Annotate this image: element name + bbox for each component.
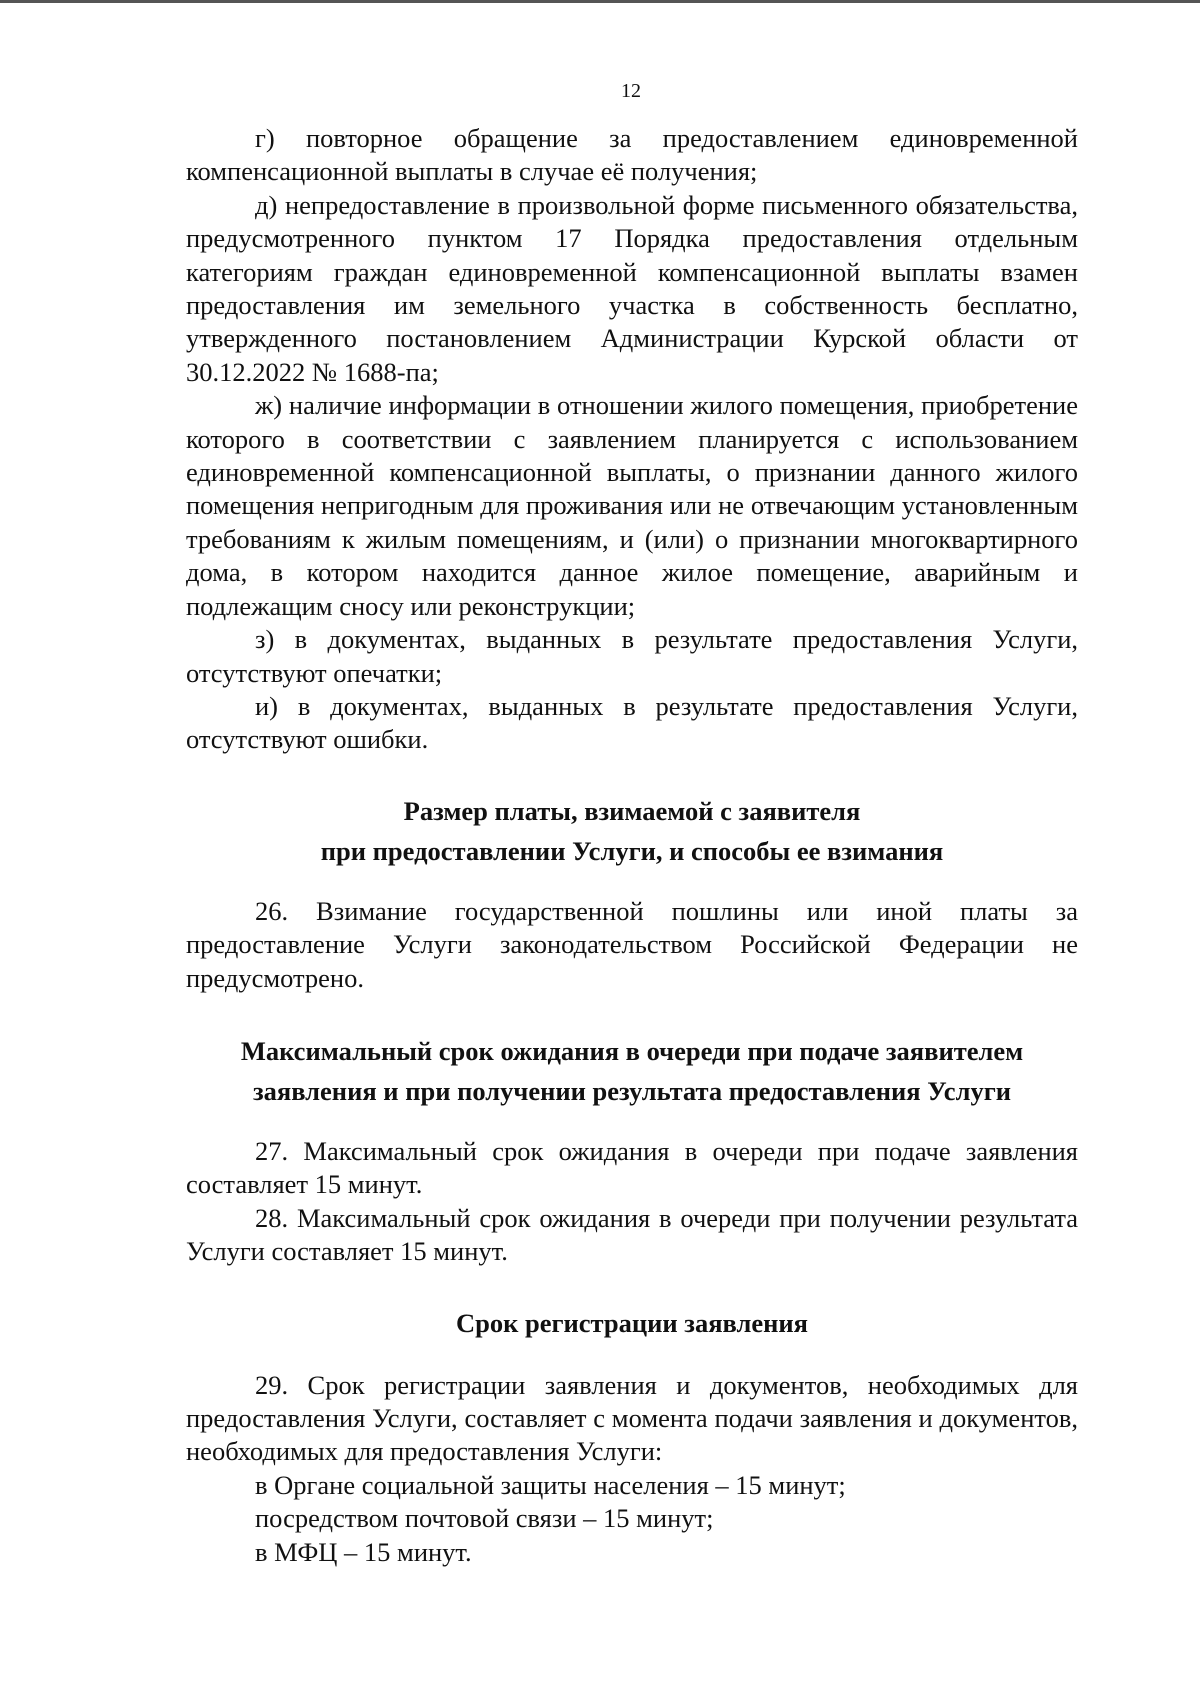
spacer [186, 871, 1078, 895]
spacer [186, 757, 1078, 791]
spacer [186, 995, 1078, 1031]
paragraph-29: 29. Срок регистрации заявления и документов, необходимых для предоставления Услуги, составляет с момента подачи заявления и документов, необходимых для предоставления Услуги: [186, 1369, 1078, 1467]
paragraph-26: 26. Взимание государственной пошлины или иной платы за предоставление Услуги законодательством Российской Федерации не предусмотрено. [186, 895, 1078, 993]
section-heading-registration: Срок регистрации заявления [455, 1307, 809, 1338]
paragraph-28: 28. Максимальный срок ожидания в очереди при получении результата Услуги составляет 15 минут. [186, 1202, 1078, 1267]
spacer [186, 1111, 1078, 1135]
document-body [186, 122, 1078, 1569]
spacer [186, 1269, 1078, 1303]
paragraph-z: з) в документах, выданных в результате предоставления Услуги, отсутствуют опечатки; [186, 624, 1078, 688]
registration-item-post: посредством почтовой связи – 15 минут; [255, 1503, 714, 1534]
scan-top-border [0, 0, 1200, 3]
paragraph-27: 27. Максимальный срок ожидания в очереди при подаче заявления составляет 15 минут. [186, 1135, 1078, 1200]
section-heading-queue-line-2: заявления и при получении результата предоставления Услуги [252, 1075, 1011, 1106]
section-heading-queue-line-1: Максимальный срок ожидания в очереди при подаче заявителем [240, 1035, 1024, 1066]
paragraph-d: д) непредоставление в произвольной форме письменного обязательства, предусмотренного пунктом 17 Порядка предоставления отдельным категориям граждан единовременной компенсационной выплаты взамен предоставления им земельного участка в собственность бесплатно, утвержденного постановлением Администрации Курской области от 30.12.2022 № 1688-па; [186, 189, 1078, 387]
registration-item-social: в Органе социальной защиты населения – 15 минут; [255, 1469, 846, 1500]
registration-item-mfc: в МФЦ – 15 минут. [255, 1536, 472, 1567]
paragraph-g: г) повторное обращение за предоставлением единовременной компенсационной выплаты в случае её получения; [186, 123, 1078, 187]
section-heading-fee [186, 791, 1078, 871]
page-number: 12 [621, 80, 641, 102]
paragraph-i: и) в документах, выданных в результате предоставления Услуги, отсутствуют ошибки. [186, 690, 1078, 755]
spacer [186, 1343, 1078, 1369]
paragraph-zh: ж) наличие информации в отношении жилого помещения, приобретение которого в соответствии с заявлением планируется с использованием единовременной компенсационной выплаты, о признании данного жилого помещения непригодным для проживания или не отвечающим установленным требованиям к жилым помещениям, и (или) о признании многоквартирного дома, в котором находится данное жилое помещение, аварийным и подлежащим сносу или реконструкции; [186, 390, 1078, 621]
section-heading-queue [186, 1031, 1078, 1111]
section-heading-fee-line-1: Размер платы, взимаемой с заявителя [403, 795, 861, 826]
section-heading-fee-line-2: при предоставлении Услуги, и способы ее взимания [320, 835, 944, 866]
